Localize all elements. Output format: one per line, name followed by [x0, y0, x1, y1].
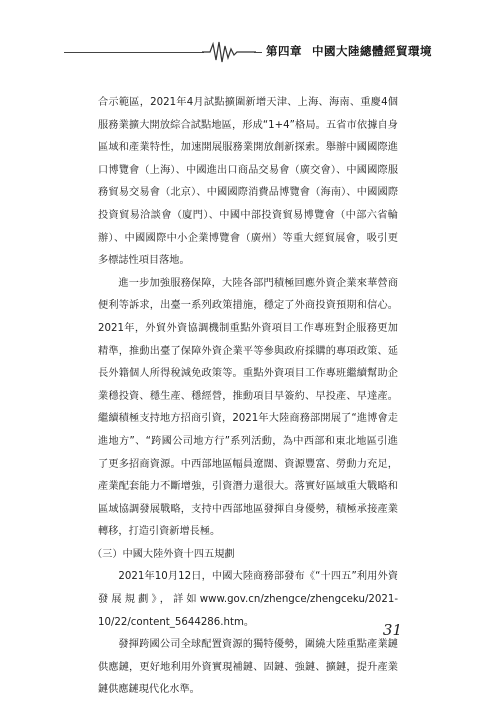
- paragraph-4: 發揮跨國公司全球配置資源的獨特優勢，圍繞大陸重點產業鏈供應鏈，更好地利用外資實現補鏈、固鏈、強鏈、擴鏈，提升產業鏈供應鏈現代化水準。: [98, 639, 398, 696]
- paragraph-2: 進一步加強服務保障，大陸各部門積極回應外資企業來華營商便利等訴求，出臺一系列政策措施，穩定了外商投資預期和信心。2021年，外貿外資協調機制重點外資項目工作專班對企服務更加精準，推動出臺了保障外資企業平等參與政府採購的專項政策、延長外籍個人所得稅減免政策等。重點外資項目工作專班繼續幫助企業穩投資、穩生產、穩經營，推動項目早簽約、早投產、早達產。繼續積極支持地方招商引資，2021年大陸商務部開展了“進博會走進地方”、“跨國公司地方行”系列活動，為中西部和東北地區引進了更多招商資源。中西部地區幅員遼闊、資源豐富、勞動力充足，產業配套能力不斷增強，引資潛力還很大。落實好區域重大戰略和區域協調發展戰略，支持中西部地區發揮自身優勢，積極承接產業轉移，打造引資新增長極。: [98, 277, 398, 538]
- header-rule-left: [64, 52, 204, 53]
- paragraph-3: 2021年10月12日，中國大陸商務部發布《“十四五”利用外資發展規劃》，詳如www.gov.cn/zhengce/zhengceku/2021-10/22/content_5644286.htm。: [98, 571, 398, 628]
- heartbeat-wave-icon: [202, 40, 256, 64]
- section-heading: （三）中國大陸外資十四五規劃: [92, 548, 235, 560]
- chapter-title: 中國大陸總體經貿環境: [312, 44, 432, 58]
- running-header: [64, 40, 432, 64]
- page-body: [92, 92, 398, 702]
- chapter-number: 第四章: [266, 44, 302, 58]
- page-number: 31: [382, 621, 402, 639]
- header-label: [262, 43, 432, 59]
- paragraph-1: 合示範區，2021年4月試點擴圍新增天津、上海、海南、重慶4個服務業擴大開放綜合試點地區，形成“1+4”格局。五省市依據自身區域和產業特性，加速開展服務業開放創新探索。舉辦中國國際進口博覽會（上海）、中國進出口商品交易會（廣交會）、中國國際服務貿易交易會（北京）、中國國際消費品博覽會（海南）、中國國際投資貿易洽談會（廈門）、中國中部投資貿易博覽會（中部六省輪辦）、中國國際中小企業博覽會（廣州）等重大經貿展會，吸引更多標誌性項目落地。: [98, 97, 398, 267]
